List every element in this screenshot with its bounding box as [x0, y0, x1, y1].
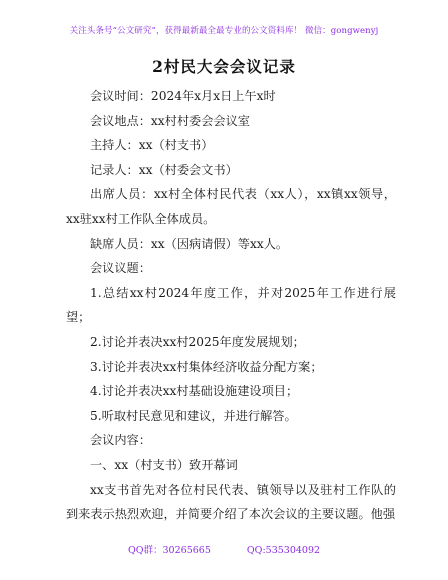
- attendees: 出席人员：xx村全体村民代表（xx人），xx镇xx领导，xx驻xx村工作队全体成员。: [66, 187, 396, 226]
- meeting-time: 会议时间：2024年x月x日上午x时: [90, 89, 276, 103]
- agenda-heading: 会议议题：: [90, 261, 151, 276]
- meeting-recorder: 记录人：xx（村委会文书）: [90, 162, 238, 177]
- absentees: 缺席人员：xx（因病请假）等xx人。: [90, 236, 289, 251]
- agenda-item: 4.讨论并表决xx村基础设施建设项目；: [90, 384, 299, 399]
- agenda-item: 5.听取村民意见和建议，并进行解答。: [90, 408, 297, 423]
- footer-contact: [0, 542, 448, 556]
- agenda-item: 3.讨论并表决xx村集体经济收益分配方案；: [90, 359, 323, 374]
- meeting-location: 会议地点：xx村村委会会议室: [90, 113, 250, 128]
- agenda-item: 1.总结xx村2024年度工作，并对2025年工作进行展望；: [66, 285, 396, 325]
- document-body: [66, 84, 396, 527]
- body-paragraph: xx支书首先对各位村民代表、镇领导以及驻村工作队的到来表示热烈欢迎，并简要介绍了本次会议的主要议题。他强: [66, 482, 396, 522]
- meeting-host: 主持人：xx（村支书）: [90, 138, 214, 153]
- agenda-item: 2.讨论并表决xx村2025年度发展规划；: [90, 334, 305, 349]
- header-banner: 关注头条号“公文研究”，获得最新最全最专业的公文资料库！ 微信：gongwenyj: [69, 26, 379, 36]
- content-heading: 会议内容：: [90, 433, 151, 448]
- footer-qq-group: QQ群：30265665: [127, 545, 211, 556]
- document-title: 2村民大会会议记录: [152, 57, 296, 76]
- section-heading: 一、xx（村支书）致开幕词: [90, 457, 238, 472]
- footer-qq-number: QQ:535304092: [246, 545, 321, 556]
